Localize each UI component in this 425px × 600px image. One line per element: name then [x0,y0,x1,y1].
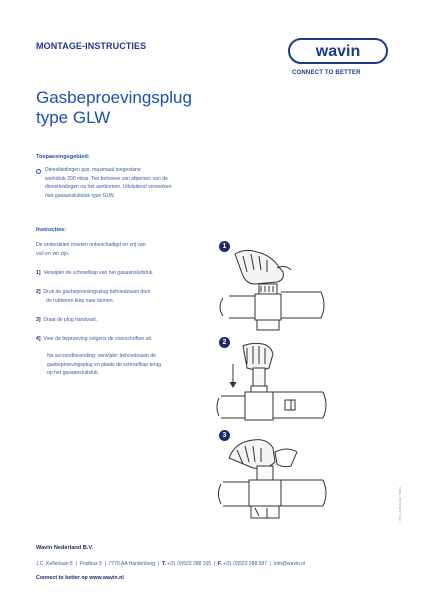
fax-label: F. [217,561,222,567]
step-text: Verwijder de schroefkap van het gasaansluitstuk. [43,270,154,276]
logo-text: wavin [315,43,361,60]
step-text-cont: de rubberen klep naar binnen. [46,297,114,304]
figure-badge-1: 1 [219,241,230,252]
step-2 [36,288,151,305]
title-line-1: Gasbeproevingsplug [36,88,192,107]
application-line: met gasaansluitstuk type GLW. [45,192,115,199]
application-line: werkdruk 200 mbar. Ten behoeve van afpersen van de [45,175,168,182]
fax: +31 (0)523 288 587 [223,561,267,567]
step-number: 2] [36,289,41,295]
instructions-heading: Instructies: [36,227,67,233]
instructions-intro [36,241,146,258]
intro-line: De onderdelen moeten onbeschadigd en vrij van [36,242,146,248]
step-text: Druk de gasbeproevingsplug behoedzaam door [43,289,151,295]
figure-badge-2: 2 [219,337,230,348]
step-text: Voer de beproeving volgens de voorschriften uit. [43,336,153,342]
application-line: dienstleidingen na het aanbomen. Uitsluitend verwerken [45,184,172,191]
step-3 [36,316,97,325]
note-line: Na accoordbevinding: verwijder behoedzaam de [47,353,157,359]
application-text [45,166,172,200]
figure-badge-3: 3 [219,430,230,441]
note-line: gasbeproevingsplug en plaats de schroefkap terug [47,361,162,368]
illustration-insert-plug [215,342,335,424]
email-link[interactable]: info@wavin.nl [273,561,306,567]
step-number: 4] [36,336,41,342]
note-line: op het gasaansluitstuk. [47,370,100,377]
brand-tagline: CONNECT TO BETTER [292,70,361,76]
illustration-remove-cap [215,248,335,332]
telephone: +31 (0)523 288 165 [167,561,212,567]
address-postbus: Postbus 5 [79,561,102,567]
document-type-label: MONTAGE-INSTRUCTIES [36,41,147,51]
step-number: 1] [36,270,41,276]
step-text: Draai de plug handvast. [43,317,98,323]
title-line-2: type GLW [36,108,111,127]
document-code: 1744 1.5.09 Artikel. 70003 [398,487,402,522]
page-title [36,88,296,128]
wavin-logo [288,38,388,64]
tel-label: T. [161,561,166,567]
illustration-tighten-plug [215,436,335,522]
footer-company: Wavin Nederland B.V. [36,545,94,551]
application-heading: Toepassingsgebied: [36,154,90,160]
footer-address: J.C. Kellerlaan 8 | Postbus 5 | 7770 AA Hardenberg | T. +31 (0)523 288 165 | F. +31 (0)523 288 587 | info@wavin.nl [36,561,306,567]
bullet-icon [36,169,41,174]
step-1 [36,269,154,278]
step-number: 3] [36,317,41,323]
application-line: Dienstleidingen gas, maximaal toegestane [45,167,141,173]
address-city: 7770 AA Hardenberg [108,561,156,567]
footer-slogan: Connect to better op www.wavin.nl [36,575,124,581]
after-approval-note [47,352,161,378]
address-street: J.C. Kellerlaan 8 [36,561,73,567]
intro-line: vuil en vet zijn. [36,250,70,257]
step-4 [36,335,152,344]
